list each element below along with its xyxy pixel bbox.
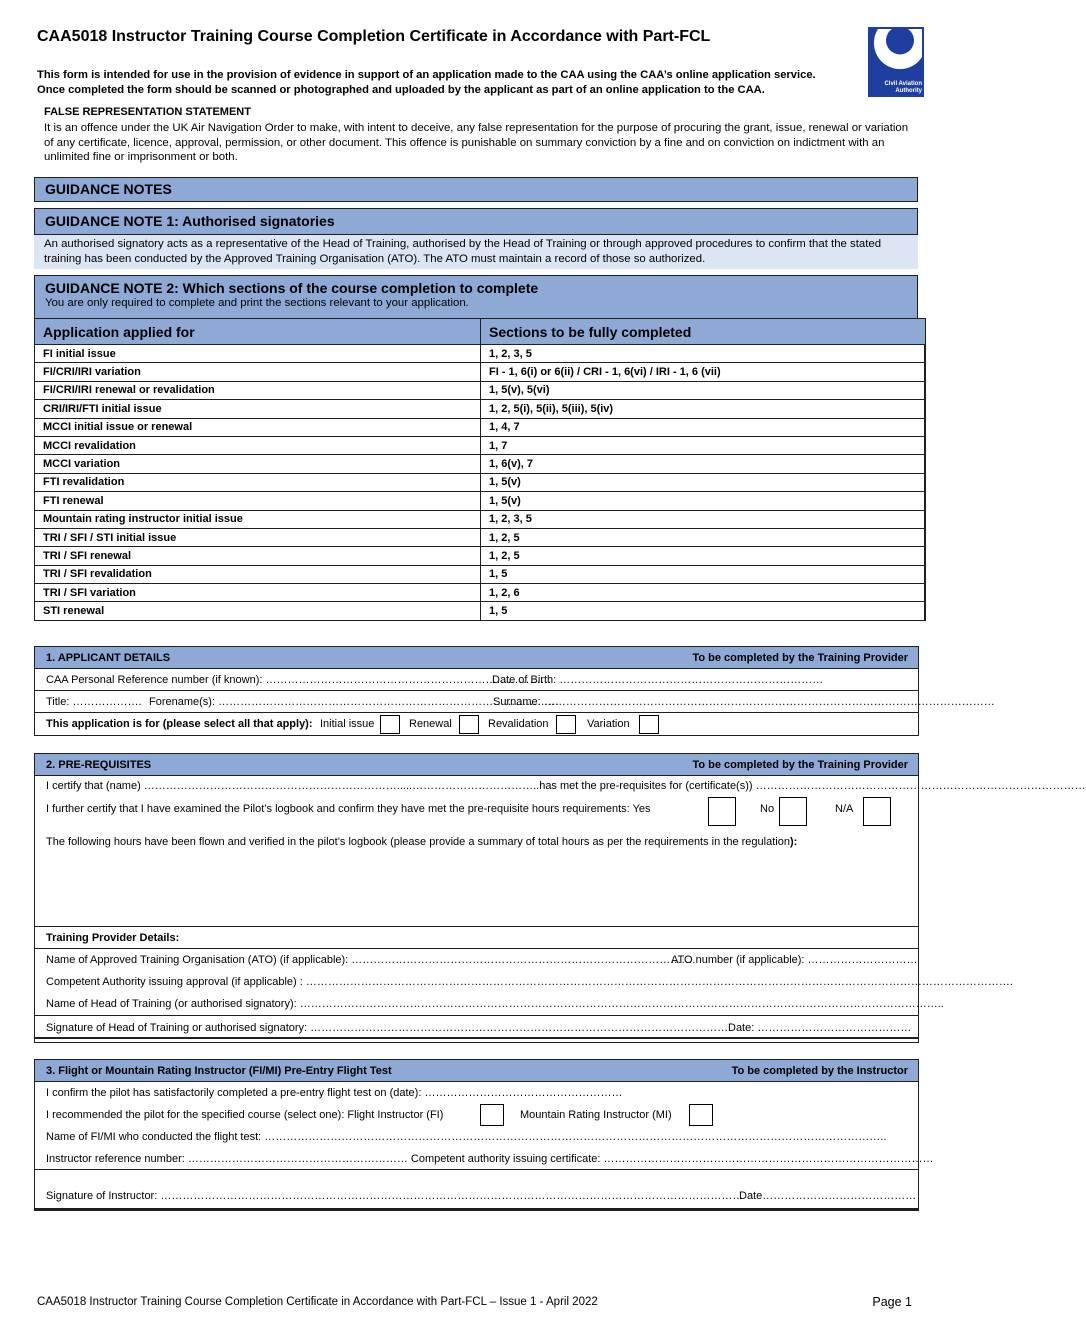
- ato-number-field[interactable]: ATO number (if applicable): …………………………: [671, 954, 918, 966]
- hours-flown-end: ):: [789, 836, 798, 848]
- table-row: [35, 492, 926, 510]
- table-row: [35, 565, 926, 583]
- sections-cell: 1, 2, 3, 5: [481, 345, 926, 363]
- application-cell: CRI/IRI/FTI initial issue: [35, 400, 481, 418]
- competent-authority-field[interactable]: Competent Authority issuing approval (if applicable) : ………………………………………………………………………………………………………………………………………………………………………….: [46, 976, 1013, 988]
- table-row: [35, 473, 926, 491]
- renewal-checkbox[interactable]: [459, 715, 479, 734]
- sections-cell: 1, 5(v): [481, 473, 926, 491]
- revalidation-label: Revalidation: [488, 718, 549, 730]
- sections-cell: 1, 5: [481, 602, 926, 620]
- flight-test-date-row: [35, 1082, 918, 1104]
- ato-row: [35, 949, 918, 971]
- logbook-row: [35, 796, 918, 830]
- sections-cell: 1, 2, 5: [481, 528, 926, 546]
- guidance-note-1-title: GUIDANCE NOTE 1: Authorised signatories: [45, 213, 335, 229]
- revalidation-checkbox[interactable]: [556, 715, 576, 734]
- hours-flown-text: The following hours have been flown and verified in the pilot’s logbook (please provide a summary of total hours as per the requirements in the regulation: [46, 836, 790, 848]
- instructor-ref-field[interactable]: Instructor reference number: …………………………………………………… Competent authority issuing certificate: ………………………………………………………………………………: [46, 1153, 934, 1165]
- surname-field[interactable]: Surname: ……………………………………………………………………………………………………………: [493, 696, 995, 708]
- instructor-name-field[interactable]: Name of FI/MI who conducted the flight test: ……………………………………………………………………………………………………………………………………………………..: [46, 1131, 887, 1143]
- application-cell: FTI revalidation: [35, 473, 481, 491]
- section-3-flight-test: [34, 1059, 934, 1211]
- sections-cell: 1, 5: [481, 565, 926, 583]
- no-label: No: [760, 803, 775, 815]
- logbook-confirm-label: I further certify that I have examined the Pilot’s logbook and confirm they have met the pre-requisite hours requirements: Yes: [46, 803, 651, 815]
- table-row: [35, 345, 926, 363]
- application-type-label: This application is for (please select all that apply):: [46, 718, 313, 730]
- training-provider-title: Training Provider Details:: [46, 932, 180, 944]
- table-row: [35, 436, 926, 454]
- initial-issue-label: Initial issue: [320, 718, 375, 730]
- application-cell: MCCI revalidation: [35, 436, 481, 454]
- na-checkbox[interactable]: [863, 797, 891, 826]
- initial-issue-checkbox[interactable]: [380, 715, 400, 734]
- instructor-name-row: [35, 1126, 918, 1148]
- competent-authority-row: [35, 971, 1013, 993]
- footer-page-number: Page 1: [872, 1295, 912, 1309]
- table-row: [35, 363, 926, 381]
- ato-name-field[interactable]: Name of Approved Training Organisation (ATO) (if applicable): ………………………………………………………………………………….: [46, 954, 696, 966]
- application-cell: FI initial issue: [35, 345, 481, 363]
- table-row: [35, 418, 926, 436]
- caa-logo: [868, 27, 924, 97]
- guidance-notes-header: [34, 177, 918, 202]
- instructor-signature-row: [35, 1170, 918, 1210]
- flight-test-date-field[interactable]: I confirm the pilot has satisfactorily completed a pre-entry flight test on (date): ………………………………………………: [46, 1087, 623, 1099]
- sections-cell: 1, 5(v): [481, 492, 926, 510]
- forename-field[interactable]: Forename(s): …………………………………………………………………………………: [149, 696, 560, 708]
- section-2-pre-requisites: [34, 753, 1086, 1043]
- section-1-header: [35, 647, 918, 669]
- name-row: [35, 691, 995, 713]
- section-2-header: [35, 754, 918, 776]
- table-row: [35, 528, 926, 546]
- intro-text: [37, 68, 857, 98]
- section-2-completed-by: To be completed by the Training Provider: [692, 759, 908, 771]
- section-3-completed-by: To be completed by the Instructor: [731, 1065, 908, 1077]
- intro-line-2: Once completed the form should be scanned or photographed and uploaded by the applicant as part of an online application to the CAA.: [37, 84, 765, 96]
- instructor-ref-row: [35, 1148, 934, 1170]
- application-cell: TRI / SFI variation: [35, 584, 481, 602]
- column-header-application: Application applied for: [35, 319, 481, 345]
- hours-flown-row[interactable]: [35, 830, 918, 927]
- fi-checkbox[interactable]: [480, 1104, 504, 1126]
- section-2-title: 2. PRE-REQUISITES: [46, 759, 152, 771]
- yes-checkbox[interactable]: [708, 797, 736, 826]
- application-type-row: [35, 713, 918, 735]
- applications-table: [34, 318, 926, 621]
- application-cell: MCCI variation: [35, 455, 481, 473]
- application-cell: MCCI initial issue or renewal: [35, 418, 481, 436]
- signature-row: [35, 1015, 918, 1039]
- title-field[interactable]: Title: ……………….: [46, 696, 142, 708]
- certify-row: [35, 776, 1086, 796]
- sections-cell: 1, 2, 5(i), 5(ii), 5(iii), 5(iv): [481, 400, 926, 418]
- caa-ref-dob-row: [35, 669, 918, 691]
- recommend-label: I recommended the pilot for the specified course (select one): Flight Instructor (FI): [46, 1109, 444, 1121]
- training-provider-title-row: [35, 927, 918, 949]
- application-cell: FI/CRI/IRI renewal or revalidation: [35, 381, 481, 399]
- mi-checkbox[interactable]: [689, 1104, 713, 1126]
- table-row: [35, 584, 926, 602]
- section-1-title: 1. APPLICANT DETAILS: [46, 652, 171, 664]
- guidance-note-2-header: [34, 275, 918, 319]
- variation-checkbox[interactable]: [639, 715, 659, 734]
- sections-cell: 1, 6(v), 7: [481, 455, 926, 473]
- intro-line-1: This form is intended for use in the provision of evidence in support of an application made to the CAA using the CAA’s online application service.: [37, 69, 816, 81]
- table-row: [35, 547, 926, 565]
- sections-cell: 1, 2, 6: [481, 584, 926, 602]
- application-cell: Mountain rating instructor initial issue: [35, 510, 481, 528]
- head-signature-field[interactable]: Signature of Head of Training or authorised signatory: ……………………………………………………………………………………………………: [46, 1022, 729, 1034]
- mi-label: Mountain Rating Instructor (MI): [520, 1109, 672, 1121]
- sections-cell: 1, 2, 5: [481, 547, 926, 565]
- sections-cell: FI - 1, 6(i) or 6(ii) / CRI - 1, 6(vi) / IRI - 1, 6 (vii): [481, 363, 926, 381]
- false-representation-text: It is an offence under the UK Air Navigation Order to make, with intent to deceive, any false representation for the purpose of procuring the grant, issue, renewal or variation of any certificate, licence, approval, permission, or other document. This offence is punishable on summary conviction by a fine and on conviction on indictment with an unlimited fine or imprisonment or both.: [44, 122, 909, 163]
- application-cell: FTI renewal: [35, 492, 481, 510]
- table-row: [35, 602, 926, 620]
- sections-cell: 1, 7: [481, 436, 926, 454]
- guidance-note-1-text: An authorised signatory acts as a representative of the Head of Training, authorised by the Head of Training or through approved procedures to confirm that the stated training has been conducted by the Approved Training Organisation (ATO). The ATO must maintain a record of those so authorized.: [34, 235, 918, 269]
- logo-text: Civil Aviation Authority: [884, 81, 922, 94]
- head-of-training-field[interactable]: Name of Head of Training (or authorised signatory): …………………………………………………………………………………………………………………………………………………………..: [46, 998, 944, 1010]
- application-cell: TRI / SFI revalidation: [35, 565, 481, 583]
- guidance-note-2-subtitle: You are only required to complete and print the sections relevant to your application.: [45, 297, 469, 309]
- section-3-header: [35, 1060, 918, 1082]
- recommendation-row: [35, 1104, 918, 1126]
- guidance-note-1-header: [34, 208, 918, 235]
- na-label: N/A: [835, 803, 854, 815]
- date-of-birth-field[interactable]: Date of Birth: ………………………………………………………………: [492, 674, 824, 686]
- guidance-notes-title: GUIDANCE NOTES: [45, 181, 172, 197]
- sections-cell: 1, 5(v), 5(vi): [481, 381, 926, 399]
- table-row: [35, 510, 926, 528]
- application-cell: STI renewal: [35, 602, 481, 620]
- column-header-sections: Sections to be fully completed: [481, 319, 926, 345]
- false-representation-heading: FALSE REPRESENTATION STATEMENT: [44, 106, 251, 118]
- table-row: [35, 455, 926, 473]
- instructor-signature-date-field[interactable]: Date……………………………………: [739, 1190, 917, 1202]
- guidance-note-2-title: GUIDANCE NOTE 2: Which sections of the course completion to complete: [45, 280, 539, 296]
- variation-label: Variation: [587, 718, 630, 730]
- head-signature-date-field[interactable]: Date: ……………………………………: [728, 1022, 912, 1034]
- application-cell: FI/CRI/IRI variation: [35, 363, 481, 381]
- application-cell: TRI / SFI / STI initial issue: [35, 528, 481, 546]
- section-1-completed-by: To be completed by the Training Provider: [692, 652, 908, 664]
- sections-cell: 1, 2, 3, 5: [481, 510, 926, 528]
- hours-flown-label: [46, 836, 797, 848]
- head-of-training-row: [35, 993, 944, 1015]
- footer-left: CAA5018 Instructor Training Course Completion Certificate in Accordance with Part-FCL – Issue 1 - April 2022: [37, 1296, 598, 1308]
- page-title: CAA5018 Instructor Training Course Completion Certificate in Accordance with Part-FCL: [37, 28, 711, 45]
- section-1-applicant-details: [34, 646, 995, 736]
- section-3-title: 3. Flight or Mountain Rating Instructor (FI/MI) Pre-Entry Flight Test: [46, 1065, 392, 1077]
- caa-reference-field[interactable]: CAA Personal Reference number (if known): ……………………………………………………………………: [46, 674, 552, 686]
- table-row: [35, 400, 926, 418]
- no-checkbox[interactable]: [779, 797, 807, 826]
- renewal-label: Renewal: [409, 718, 452, 730]
- application-cell: TRI / SFI renewal: [35, 547, 481, 565]
- instructor-signature-field[interactable]: Signature of Instructor: ……………………………………………………………………………………………………………………………………………: [46, 1190, 744, 1202]
- certify-name-field[interactable]: I certify that (name) …………………………………………………………….....……………………………..has met the pre-requisites for (certificate(s)) ………………………………………………………………………………: [46, 780, 1086, 792]
- sections-cell: 1, 4, 7: [481, 418, 926, 436]
- table-row: [35, 381, 926, 399]
